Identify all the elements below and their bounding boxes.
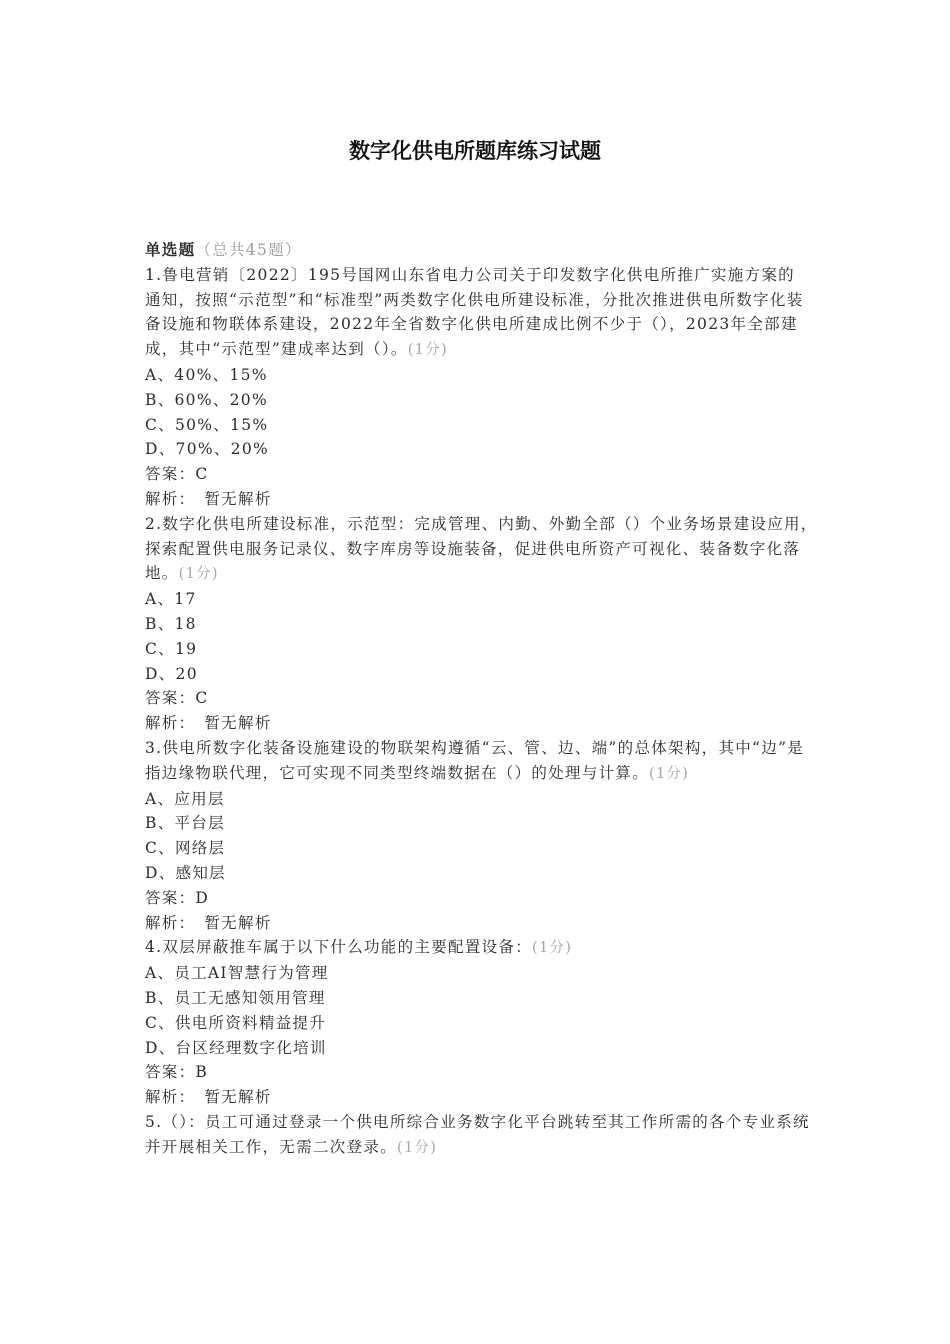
analysis-line: 解析： 暂无解析 bbox=[145, 913, 272, 932]
question-score: (1分) bbox=[649, 765, 690, 782]
question-score: (1分) bbox=[178, 566, 219, 583]
question-stem: 5.（）：员工可通过登录一个供电所综合业务数字化平台跳转至其工作所需的各个专业系统并开展相关工作，无需二次登录。 bbox=[145, 1112, 810, 1156]
option-b: B、员工无感知领用管理 bbox=[145, 988, 326, 1007]
option-d: D、台区经理数字化培训 bbox=[145, 1038, 327, 1057]
option-a: A、40%、15% bbox=[145, 365, 268, 384]
option-a: A、应用层 bbox=[145, 789, 225, 808]
analysis-line: 解析： 暂无解析 bbox=[145, 489, 272, 508]
question-text bbox=[145, 1110, 810, 1161]
option-a: A、员工AI智慧行为管理 bbox=[145, 964, 329, 983]
analysis-line: 解析： 暂无解析 bbox=[145, 1088, 272, 1107]
section-label: 单选题 bbox=[145, 241, 196, 259]
question-score: (1分) bbox=[407, 342, 448, 359]
question-stem: 2.数字化供电所建设标准，示范型：完成管理、内勤、外勤全部（）个业务场景建设应用， 探索配置供电服务记录仪、数字库房等设施装备，促进供电所资产可视化、装备数字化落地。 bbox=[145, 514, 827, 583]
option-b: B、60%、20% bbox=[145, 390, 268, 409]
question-text bbox=[145, 935, 810, 961]
question-text bbox=[145, 512, 827, 587]
option-c: C、19 bbox=[145, 639, 198, 658]
option-d: D、感知层 bbox=[145, 863, 226, 882]
question-score: (1分) bbox=[532, 940, 573, 957]
option-c: C、网络层 bbox=[145, 839, 226, 858]
option-a: A、17 bbox=[145, 590, 197, 609]
option-d: D、70%、20% bbox=[145, 440, 270, 459]
answer-line: 答案：C bbox=[145, 465, 209, 484]
option-d: D、20 bbox=[145, 664, 198, 683]
option-c: C、50%、15% bbox=[145, 415, 269, 434]
answer-line: 答案：B bbox=[145, 1063, 209, 1082]
option-b: B、平台层 bbox=[145, 814, 225, 833]
analysis-line: 解析： 暂无解析 bbox=[145, 714, 272, 733]
answer-line: 答案：C bbox=[145, 689, 209, 708]
question-score: (1分) bbox=[397, 1139, 438, 1156]
question-stem: 4.双层屏蔽推车属于以下什么功能的主要配置设备： bbox=[145, 938, 532, 957]
option-b: B、18 bbox=[145, 614, 197, 633]
question-text bbox=[145, 263, 810, 363]
section-count-note: （总共45题） bbox=[195, 241, 302, 259]
document-title: 数字化供电所题库练习试题 bbox=[349, 139, 601, 163]
question-stem: 3.供电所数字化装备设施建设的物联架构遵循“云、管、边、端”的总体架构，其中“边”是指边缘物联代理，它可实现不同类型终端数据在（）的处理与计算。 bbox=[145, 738, 805, 782]
question-list bbox=[145, 238, 827, 1160]
answer-line: 答案：D bbox=[145, 888, 210, 907]
question-stem: 1.鲁电营销〔2022〕195号国网山东省电力公司关于印发数字化供电所推广实施方案的通知，按照“示范型”和“标准型”两类数字化供电所建设标准，分批次推进供电所数字化装备设施和物联体系建设，2022年全省数字化供电所建成比例不少于（），2023年全部建成，其中“示范型”建成率达到（）。 bbox=[145, 265, 804, 359]
question-text bbox=[145, 736, 810, 787]
section-header bbox=[145, 238, 810, 263]
option-c: C、供电所资料精益提升 bbox=[145, 1013, 327, 1032]
